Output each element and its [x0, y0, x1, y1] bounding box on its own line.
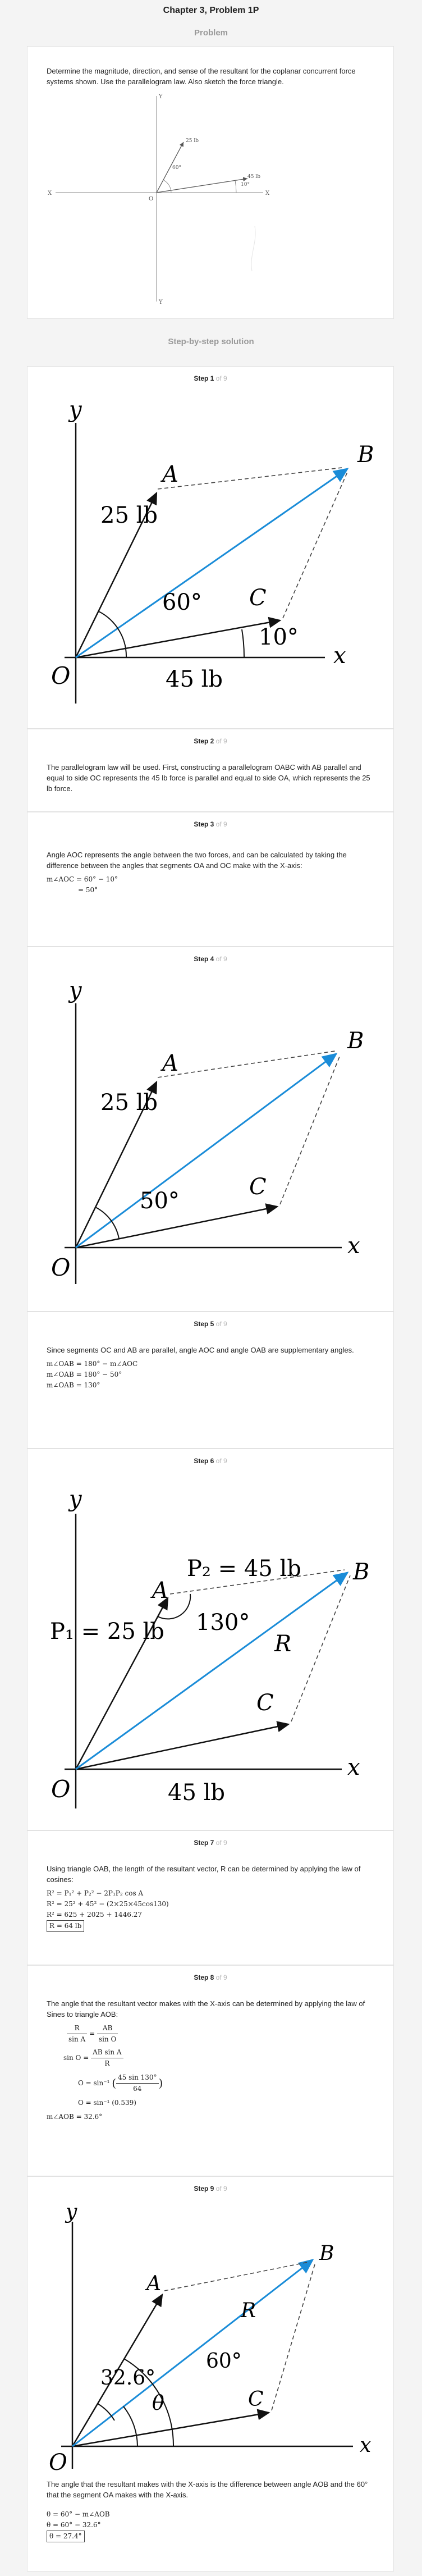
step-5-text: Since segments OC and AB are parallel, angle AOC and angle OAB are supplementary angles. — [47, 1346, 354, 1354]
parallel-cb — [280, 1057, 340, 1204]
step-5-card — [27, 1312, 394, 1449]
resultant-ob — [72, 2260, 313, 2446]
step-7-eq2: R² = 25² + 45² − (2×25×45cos130) — [47, 1900, 169, 1908]
p1-label: P₁ = 25 lb — [50, 1619, 164, 1645]
x-label: x — [347, 1755, 360, 1780]
step-7-equations — [47, 1888, 393, 1932]
x-label: x — [333, 643, 346, 669]
angle-60-label: 60° — [172, 165, 181, 171]
angle-50-label: 50° — [140, 1188, 180, 1214]
step-5-eq3: m∠OAB = 130° — [47, 1381, 100, 1389]
step-7-label: Step 7 of 9 — [194, 1839, 227, 1847]
resultant-label: R — [274, 1631, 292, 1657]
point-a: A — [152, 1578, 168, 1604]
angle-50-arc — [95, 1207, 119, 1239]
step-9-equations — [47, 2509, 110, 2542]
problem-heading: Problem — [194, 28, 228, 38]
step-8-eq4: O = sin⁻¹ (0.539) — [78, 2099, 136, 2107]
y-label: y — [69, 1486, 82, 1512]
y-label: y — [69, 978, 82, 1003]
force-45-label: 45 lb — [247, 174, 260, 180]
step-8-eq1: $\frac{R}{\text{sin A}}$ = $\frac{AB}{\text{sin O}}$ — [67, 2023, 393, 2045]
point-b: B — [347, 1028, 364, 1054]
parallel-ab — [164, 2262, 308, 2291]
step-1-card — [27, 366, 394, 729]
step-2-card — [27, 729, 394, 812]
resultant-ob — [76, 469, 347, 657]
step-8-card — [27, 1965, 394, 2176]
problem-figure — [27, 86, 395, 322]
vector-oc — [72, 2413, 269, 2446]
angle-10-label: 10° — [241, 182, 250, 188]
force-45-arrow — [157, 179, 247, 193]
resultant-ob — [76, 1054, 336, 1248]
solution-heading: Step-by-step solution — [168, 337, 254, 346]
force-25-label: 25 lb — [100, 503, 158, 528]
point-c: C — [249, 1174, 267, 1200]
angle-60-label: 60° — [206, 2350, 242, 2373]
angle-10-arc — [235, 180, 236, 193]
angle-10-label: 10° — [259, 624, 299, 650]
step-8-equations — [63, 2023, 393, 2108]
step-3-card — [27, 812, 394, 947]
step-9-figure — [27, 2199, 395, 2474]
point-b: B — [319, 2242, 334, 2265]
step-8-label: Step 8 of 9 — [194, 1974, 227, 1981]
origin-label: O — [49, 2450, 67, 2474]
origin-label: O — [51, 1775, 71, 1803]
step-4-card — [27, 947, 394, 1312]
point-a: A — [162, 1051, 178, 1076]
angle-130-label: 130° — [196, 1610, 250, 1636]
step-4-figure — [27, 970, 395, 1307]
step-7-eq3: R² = 625 + 2025 + 1446.27 — [47, 1911, 142, 1919]
origin-label: O — [51, 1254, 71, 1281]
y-label: y — [66, 2200, 77, 2223]
point-a: A — [146, 2272, 161, 2295]
step-9-card — [27, 2176, 394, 2572]
step-6-figure — [27, 1472, 395, 1825]
point-b: B — [357, 442, 374, 468]
angle-theta-arc — [123, 2406, 137, 2446]
x-label: x — [360, 2434, 371, 2457]
step-9-text: The angle that the resultant makes with the X-axis is the difference between angle AOB and the 60° that the segment OA makes with the X-axis. — [47, 2480, 368, 2499]
x-label: x — [347, 1233, 360, 1259]
step-7-eq1: R² = P₁² + P₂² − 2P₁P₂ cos A — [47, 1889, 144, 1897]
step-9-answer: θ = 27.4° — [47, 2531, 85, 2542]
step-9-label: Step 9 of 9 — [194, 2185, 227, 2193]
step-1-figure — [27, 389, 395, 726]
axis-x-label-left: X — [48, 190, 52, 197]
step-3-text: Angle AOC represents the angle between the two forces, and can be calculated by taking the difference between the angles that segments OA and OC make with the X-axis: — [47, 851, 347, 870]
resultant-label: R — [241, 2299, 256, 2322]
step-4-label: Step 4 of 9 — [194, 955, 227, 963]
y-label: y — [69, 397, 82, 423]
step-8-eq3: O = sin⁻¹ ( $\frac{45 \sin 130^\circ}{64}$ ) — [78, 2073, 163, 2093]
sketch-mark — [251, 226, 255, 271]
angle-32-arc — [98, 2404, 114, 2420]
point-b: B — [353, 1559, 370, 1585]
point-c: C — [249, 585, 267, 611]
point-c: C — [248, 2388, 264, 2411]
axis-x-label: X — [265, 190, 270, 197]
resultant-ob — [76, 1573, 347, 1769]
origin-label: O — [149, 196, 154, 202]
step-5-equations — [47, 1359, 393, 1391]
step-6-card — [27, 1449, 394, 1830]
step-3-eq2: = 50° — [78, 886, 98, 894]
force-45-label: 45 lb — [166, 666, 223, 692]
theta-label: θ — [152, 2392, 164, 2415]
step-7-card — [27, 1830, 394, 1965]
problem-text: Determine the magnitude, direction, and sense of the resultant for the coplanar concurrent force systems shown. Use the parallelogram law. Also sketch the force triangle. — [47, 67, 356, 86]
step-8-eq2: sin O = $\frac{\text{AB sin A}}{R}$ — [63, 2047, 393, 2069]
step-7-answer: R = 64 lb — [47, 1920, 84, 1932]
step-2-label: Step 2 of 9 — [194, 737, 227, 745]
step-9-eq1: θ = 60° − m∠AOB — [47, 2510, 110, 2518]
axis-y-label: Y — [159, 94, 163, 100]
step-6-label: Step 6 of 9 — [194, 1457, 227, 1465]
p2-label: P₂ = 45 lb — [187, 1556, 301, 1582]
point-c: C — [256, 1690, 274, 1716]
point-a: A — [162, 462, 178, 487]
force-25-label: 25 lb — [186, 138, 199, 144]
parallel-cb — [291, 1575, 350, 1721]
axis-y-label-bottom: Y — [159, 299, 163, 305]
step-8-text: The angle that the resultant vector makes with the X-axis can be determined by applying the law of Sines to triangle AOB: — [47, 1999, 365, 2018]
step-3-eq1: m∠AOC = 60° − 10° — [47, 875, 118, 883]
parallel-ab — [158, 468, 342, 489]
step-5-label: Step 5 of 9 — [194, 1320, 227, 1328]
angle-60-label: 60° — [162, 590, 202, 615]
step-1-label: Step 1 of 9 — [194, 374, 227, 382]
origin-label: O — [51, 662, 71, 689]
angle-10-arc — [242, 629, 244, 657]
step-5-eq1: m∠OAB = 180° − m∠AOC — [47, 1360, 138, 1368]
parallel-cb — [283, 472, 347, 618]
page-title: Chapter 3, Problem 1P — [163, 6, 259, 15]
step-8-eq5: m∠AOB = 32.6° — [47, 2113, 103, 2121]
step-3-label: Step 3 of 9 — [194, 820, 227, 828]
force-45-label: 45 lb — [168, 1780, 226, 1806]
problem-card — [27, 46, 394, 319]
step-2-text: The parallelogram law will be used. First, constructing a parallelogram OABC with AB parallel and equal to side OC represents the 45 lb force is parallel and equal to side OA, which represents the 25 lb force. — [47, 763, 370, 793]
step-5-eq2: m∠OAB = 180° − 50° — [47, 1371, 122, 1378]
step-9-eq2: θ = 60° − 32.6° — [47, 2521, 101, 2529]
step-3-equations — [47, 874, 393, 896]
force-25-label: 25 lb — [100, 1090, 158, 1116]
vector-oc — [76, 620, 280, 657]
angle-32-label: 32.6° — [100, 2367, 156, 2390]
step-7-text: Using triangle OAB, the length of the resultant vector, R can be determined by applying the law of cosines: — [47, 1865, 361, 1884]
